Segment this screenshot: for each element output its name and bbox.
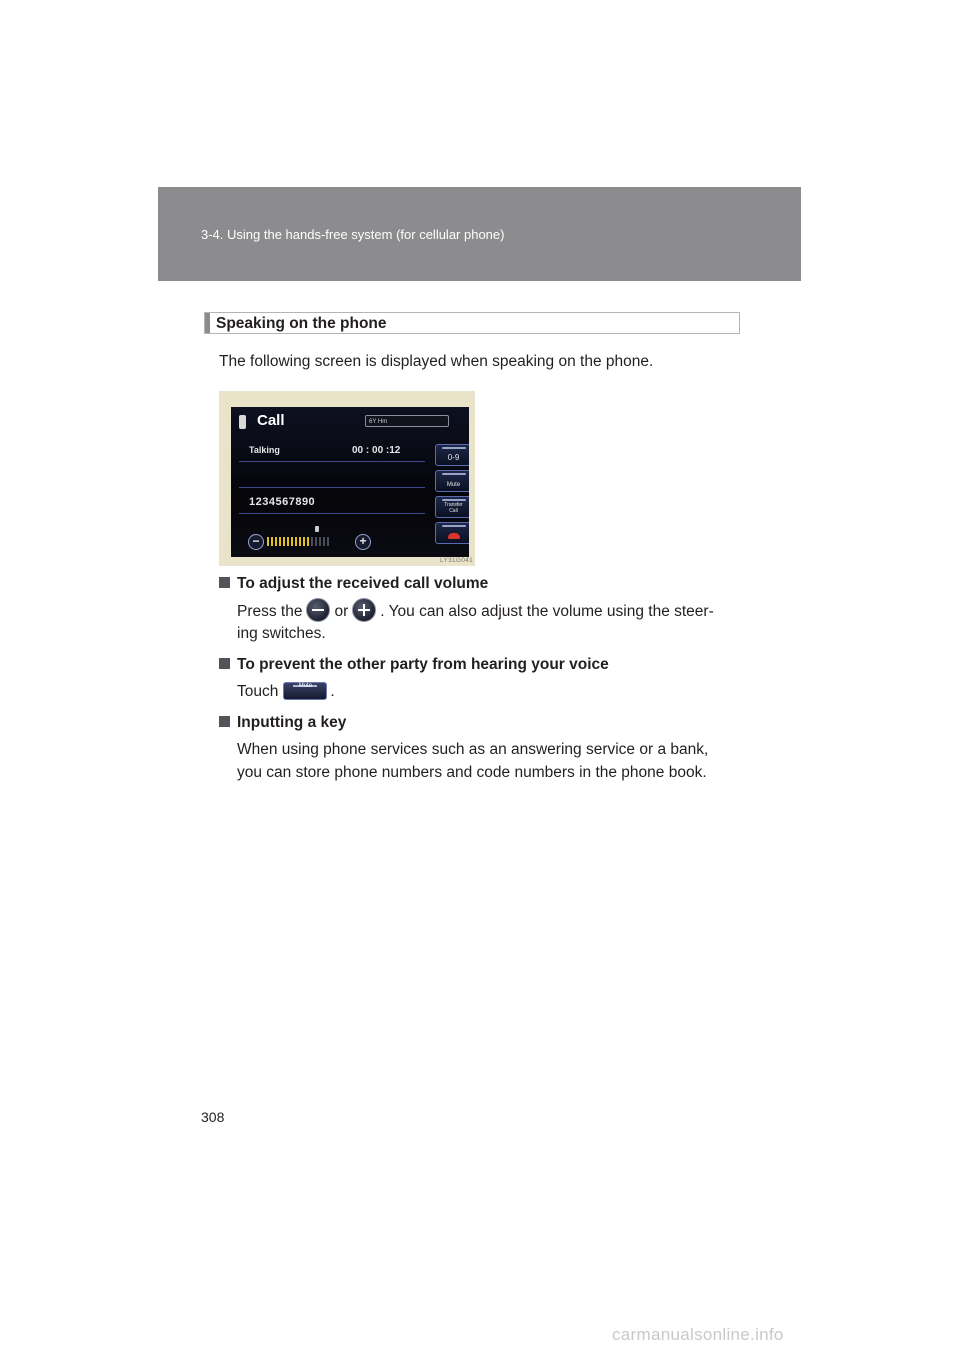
page-number: 308 (201, 1109, 225, 1125)
header-band (158, 187, 801, 281)
volume-bar-segment (311, 537, 313, 546)
volume-bar-segment (267, 537, 269, 546)
volume-bar-segment (315, 537, 317, 546)
item-text-key-line1: When using phone services such as an answering service or a bank, (237, 741, 709, 758)
phone-number: 1234567890 (249, 496, 316, 508)
section-title-accent (205, 313, 210, 333)
volume-marker-icon (315, 526, 319, 532)
volume-down-button[interactable]: − (248, 534, 264, 550)
volume-up-button[interactable]: + (355, 534, 371, 550)
watermark: carmanualsonline.info (612, 1325, 784, 1344)
talking-label: Talking (249, 445, 280, 455)
volume-bar-segment (299, 537, 301, 546)
transfer-label-line2: Call (449, 508, 458, 514)
volume-bar-segment (303, 537, 305, 546)
volume-bar-segment (327, 537, 329, 546)
end-call-button[interactable] (435, 522, 469, 544)
mute-button-label: Mute (446, 482, 461, 488)
volume-bar-segment (287, 537, 289, 546)
square-bullet-icon (219, 658, 230, 669)
section-breadcrumb: 3-4. Using the hands-free system (for cellular phone) (201, 227, 505, 242)
section-title: Speaking on the phone (216, 315, 387, 332)
volume-bar-segment (279, 537, 281, 546)
call-timer: 00 : 00 :12 (352, 445, 401, 456)
item-text-volume-line2: ing switches. (237, 625, 326, 642)
item-text-volume: Press the or . You can also adjust the volume using the steer- (237, 598, 714, 623)
volume-bar-segment (295, 537, 297, 546)
volume-bar-segment (319, 537, 321, 546)
figure-code: LY31G041 (440, 557, 473, 564)
section-title-bar (204, 312, 740, 334)
phone-icon (239, 415, 246, 429)
keypad-button-label: 0-9 (447, 453, 460, 462)
item-text-key-line2: you can store phone numbers and code numbers in the phone book. (237, 764, 707, 781)
volume-bar-segment (271, 537, 273, 546)
keypad-button[interactable] (435, 444, 469, 466)
volume-bar-segment (291, 537, 293, 546)
transfer-label-line1: Transfer (444, 502, 463, 508)
end-call-icon (448, 533, 460, 539)
signal-status-box: 6Y Hm (365, 415, 449, 427)
volume-bar-segment (307, 537, 309, 546)
item-heading-volume: To adjust the received call volume (219, 575, 488, 593)
mute-button-icon: Mute (283, 682, 327, 700)
mute-button[interactable] (435, 470, 469, 492)
minus-button-icon (306, 598, 330, 622)
volume-bar-segment (275, 537, 277, 546)
volume-bar-segment (323, 537, 325, 546)
divider (239, 461, 425, 462)
item-heading-mute: To prevent the other party from hearing your voice (219, 656, 609, 674)
divider (239, 513, 425, 514)
transfer-call-button[interactable] (435, 496, 469, 518)
volume-bar-segment (283, 537, 285, 546)
volume-level-bars (267, 537, 329, 546)
call-screen (231, 407, 469, 557)
item-heading-key: Inputting a key (219, 714, 346, 732)
square-bullet-icon (219, 577, 230, 588)
call-screen-title: Call (257, 412, 285, 429)
intro-text: The following screen is displayed when speaking on the phone. (219, 353, 654, 370)
plus-button-icon (352, 598, 376, 622)
square-bullet-icon (219, 716, 230, 727)
call-screen-figure (219, 391, 475, 566)
item-text-mute: Touch Mute . (237, 683, 335, 700)
divider (239, 487, 425, 488)
